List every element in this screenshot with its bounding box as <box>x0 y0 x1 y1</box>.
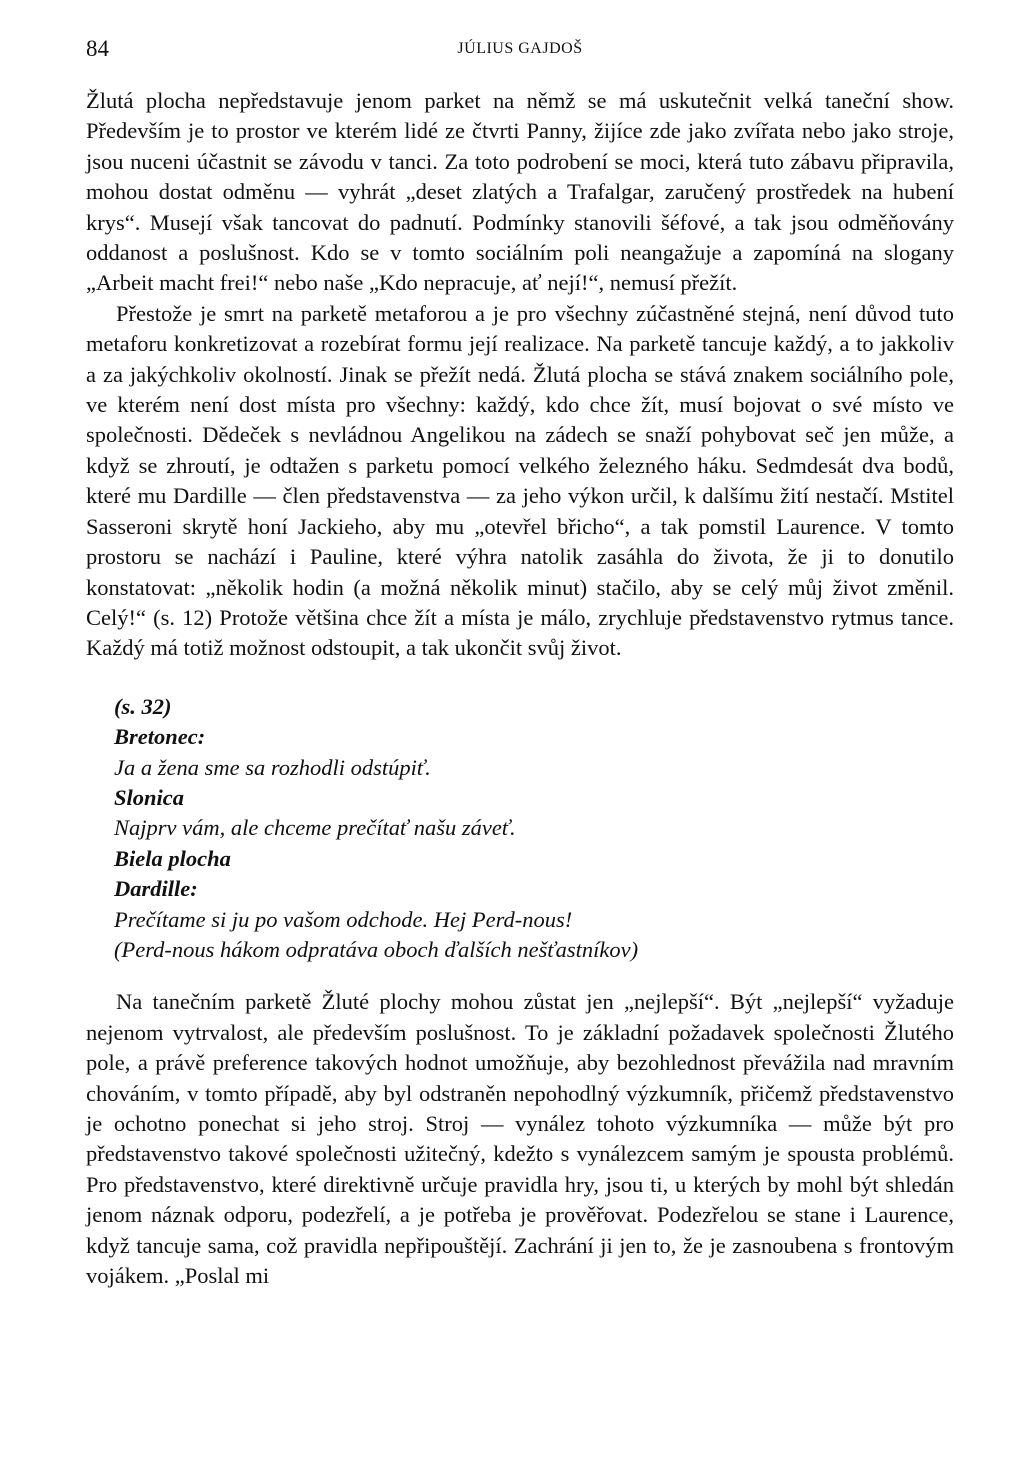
page-number: 84 <box>86 36 109 61</box>
quote-line: Ja a žena sme sa rozhodli odstúpiť. <box>114 754 431 780</box>
book-page <box>86 34 954 1291</box>
quote-line: Prečítame si ju po vašom odchode. Hej Perd-nous! <box>114 906 573 932</box>
speaker-slonica: Slonica <box>114 784 185 810</box>
running-head <box>86 34 954 64</box>
paragraph-1: Žlutá plocha nepředstavuje jenom parket na němž se má uskutečnit velká taneční show. Především je to prostor ve kterém lidé ze čtvrti Panny, žijíce zde jako zvířata nebo jako stroje, jsou nuceni účastnit se závodu v tanci. Za toto podrobení se moci, která tuto zábavu připravila, mohou dostat odměnu — vyhrát „deset zlatých a Trafalgar, zaručený prostředek na hubení krys“. Musejí však tancovat do padnutí. Podmínky stanovili šéfové, a tak jsou odměňovány oddanost a poslušnost. Kdo se v tomto sociálním poli neangažuje a zapomíná na slogany „Arbeit macht frei!“ nebo naše „Kdo nepracuje, ať nejí!“, nemusí přežít. <box>86 88 954 296</box>
stage-direction: (Perd-nous hákom odpratáva oboch ďalších nešťastníkov) <box>114 936 639 962</box>
paragraph-2: Přestože je smrt na parketě metaforou a je pro všechny zúčastněné stejná, není důvod tuto metaforu konkretizovat a rozebírat formu její realizace. Na parketě tancuje každý, a to jakkoliv a za jakýchkoliv okolností. Jinak se přežít nedá. Žlutá plocha se stává znakem sociálního pole, ve kterém není dost místa pro všechny: každý, kdo chce žít, musí bojovat o své místo ve společnosti. Dědeček s nevládnou Angelikou na zádech se snaží pohybovat seč jen může, a když se zhroutí, je odtažen s parketu pomocí velkého železného háku. Sedmdesát dva bodů, které mu Dardille — člen představenstva — za jeho výkon určil, k dalšímu žití nestačí. Mstitel Sasseroni skrytě honí Jackieho, aby mu „otevřel břicho“, a tak pomstil Laurence. V tomto prostoru se nachází i Pauline, které výhra natolik zasáhla do života, že ji to donutilo konstatovat: „několik hodin (a možná několik minut) stačilo, aby se celý můj život změnil. Celý!“ (s. 12) Protože většina chce žít a místa je málo, zrychluje představenstvo rytmus tance. Každý má totiž možnost odstoupit, a tak ukončit svůj život. <box>86 300 954 661</box>
paragraph-3: Na tanečním parketě Žluté plochy mohou zůstat jen „nejlepší“. Být „nejlepší“ vyžaduje nejenom vytrvalost, ale především poslušnost. To je základní požadavek společnosti Žlutého pole, a právě preference takových hodnot umožňuje, aby bezohlednost převážila nad mravním chováním, v tomto případě, aby byl odstraněn nepohodlný výzkumník, přičemž představenstvo je ochotno ponechat si jeho stroj. Stroj — vynález tohoto výzkumníka — může být pro představenstvo takové společnosti užitečný, kdežto s vynálezcem samým je spousta problémů. Pro představenstvo, které direktivně určuje pravidla hry, jsou ti, u kterých by mohl být shledán jenom náznak odporu, podezřelí, a je potřeba je prověřovat. Podezřelou se stane i Laurence, když tancuje sama, což pravidla nepřipouštějí. Zachrání ji jen to, že je zasnoubena s frontovým vojákem. „Poslal mi <box>86 989 954 1289</box>
running-title: JÚLIUS GAJDOŠ <box>457 40 583 57</box>
play-quotation <box>114 692 954 966</box>
scene-heading: Biela plocha <box>114 845 231 871</box>
speaker-dardille: Dardille: <box>114 876 198 902</box>
continuation-text <box>86 987 954 1291</box>
speaker-bretonec: Bretonec: <box>114 724 206 750</box>
quotation-reference: (s. 32) <box>114 693 172 719</box>
main-text <box>86 86 954 664</box>
quote-line: Najprv vám, ale chceme prečítať našu záveť. <box>114 815 516 841</box>
